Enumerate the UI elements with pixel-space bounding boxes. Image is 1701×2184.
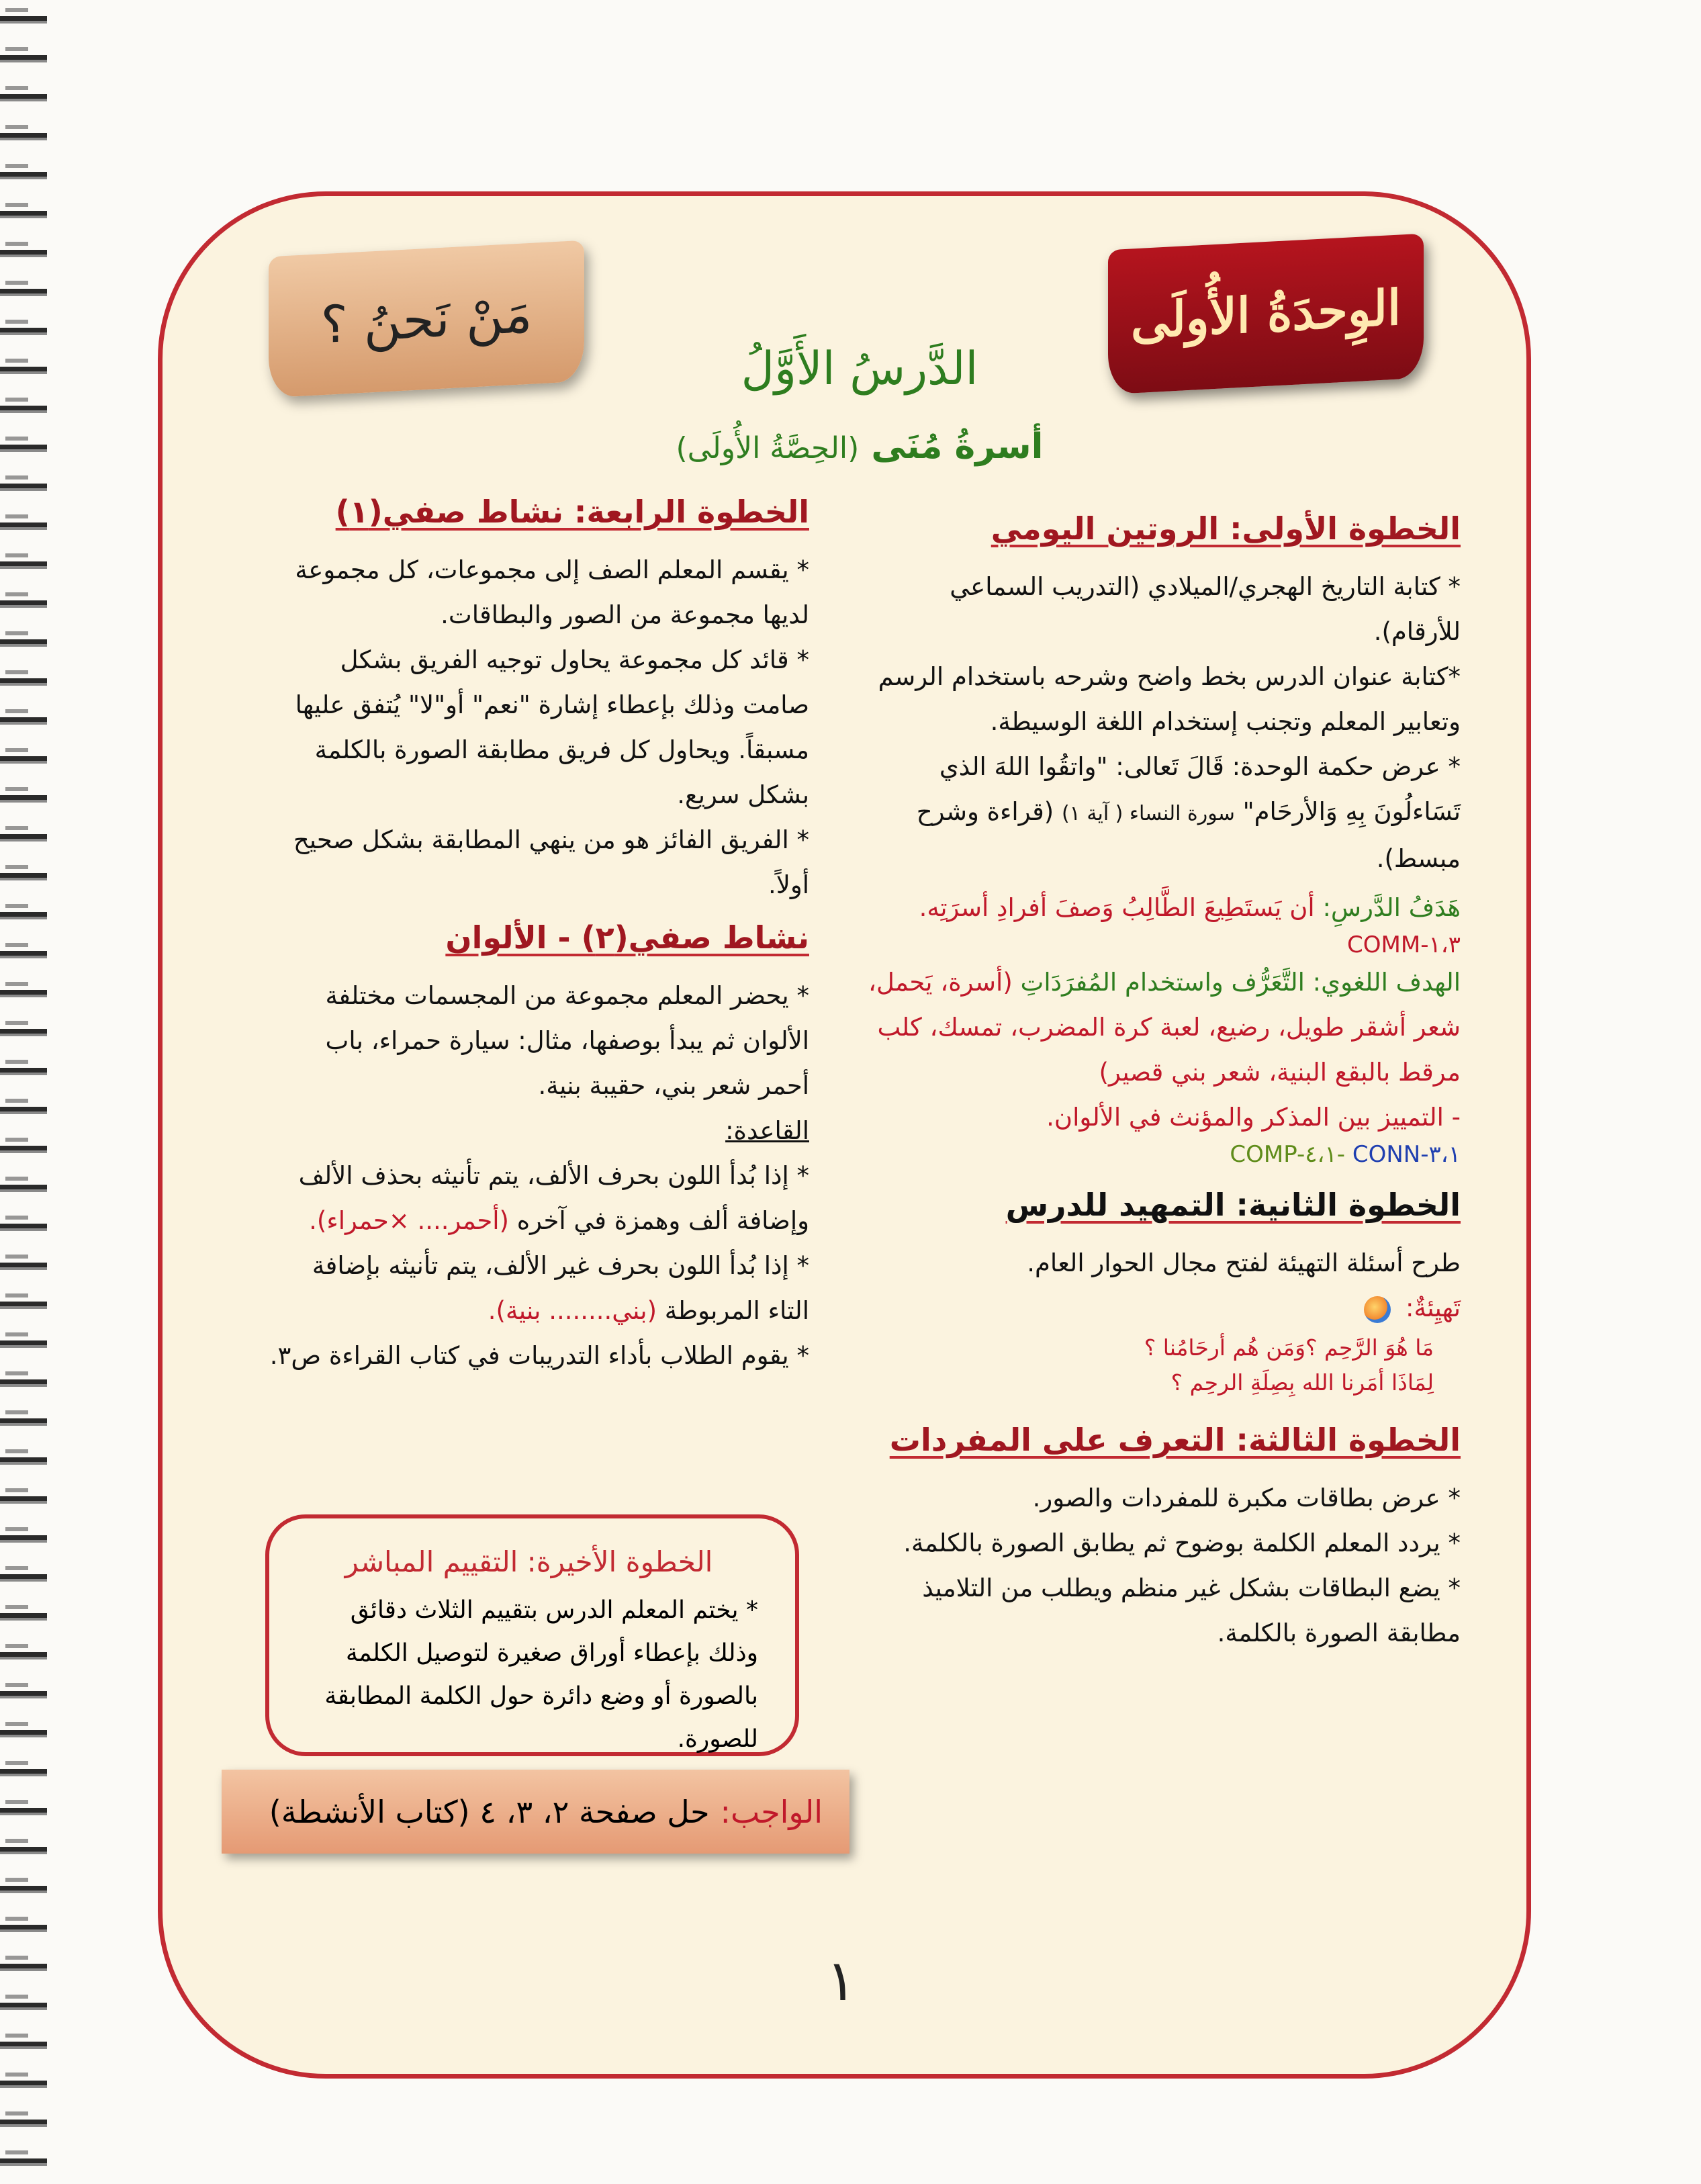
step4-heading [269, 494, 809, 530]
activity2-p1: * يحضر المعلم مجموعة من المجسمات مختلفة الألوان ثم يبدأ بوصفها، مثال: سيارة حمراء، باب أحمر شعر بني، حقيبة بنية. [325, 981, 809, 1100]
step3-title: الخطوة الثالثة: التعرف على المفردات [889, 1422, 1461, 1458]
code-comp: COMP-٤،١- [1230, 1141, 1346, 1168]
goal-text: أن يَستَطِيعَ الطَّالِبُ وَصفَ أفرادِ أسرَتِه. [919, 893, 1315, 922]
homework-banner [222, 1770, 849, 1854]
step2-questions [863, 1330, 1461, 1400]
step3-heading [863, 1422, 1461, 1458]
unit-banner [1108, 234, 1424, 395]
lesson-goal [863, 885, 1461, 930]
step1-p3-a: * عرض حكمة الوحدة: قَالَ تَعالى: "واتقُوا اللهَ الذي تَسَاءلُونَ بِهِ وَالأرحَام" [939, 752, 1461, 826]
goal-codes-2 [863, 1140, 1461, 1169]
right-column [863, 510, 1461, 1655]
code-conn: CONN-٣،١ [1352, 1141, 1461, 1168]
lang-text-green: التَّعَرُّف واستخدام المُفرَدَاتِ [1020, 968, 1305, 997]
rule-2 [269, 1243, 809, 1333]
step1-p1: * كتابة التاريخ الهجري/الميلادي (التدريب السماعي للأرقام). [950, 572, 1461, 646]
step2-label: تَهيِئةٌ: [1406, 1293, 1461, 1322]
final-step-box [265, 1514, 799, 1756]
spiral-binding [0, 0, 47, 2184]
lesson-subtitle-text: أسرةُ مُنَى [871, 426, 1044, 467]
step4-p2: * قائد كل مجموعة يحاول توجيه الفريق بشكل صامت وذلك بإعطاء إشارة "نعم" أو"لا" يُتفق عليها مسبقاً. ويحاول كل فريق مطابقة الصورة بالكلمة بشكل سريع. [295, 645, 809, 809]
distinguish-text: - التمييز بين المذكر والمؤنث في الألوان. [1046, 1103, 1461, 1132]
step2-heading [863, 1187, 1461, 1223]
rule-2-example: (بني........ بنية). [488, 1296, 657, 1325]
question-2: لِمَاذَا أمَرنا الله بِصِلَةِ الرحِم ؟ [1170, 1369, 1434, 1396]
lesson-subtitle [604, 426, 1115, 467]
step3-p3: * يضع البطاقات بشكل غير منظم ويطلب من التلاميذ مطابقة الصورة بالكلمة. [922, 1574, 1461, 1647]
step1-heading [863, 510, 1461, 547]
step2-p1: طرح أسئلة التهيئة لفتح مجال الحوار العام. [1027, 1248, 1461, 1277]
lesson-period: (الحِصَّةُ الأُولَى) [676, 431, 860, 465]
lesson-title: الدَّرسُ الأَوَّلُ [741, 343, 978, 396]
discussion-icon [1364, 1296, 1391, 1323]
rule-1-example: (أحمر.... ×حمراء). [309, 1206, 509, 1235]
activity2-last: * يقوم الطلاب بأداء التدريبات في كتاب القراءة ص٣. [269, 1341, 809, 1370]
rule-1-text: * إذا بُدأ اللون بحرف الألف، يتم تأنيثه بحذف الألف وإضافة ألف وهمزة في آخره [298, 1161, 809, 1235]
goal-label: هَدَفُ الدَّرسِ: [1322, 893, 1461, 922]
step3-p1: * عرض بطاقات مكبرة للمفردات والصور. [1032, 1484, 1461, 1512]
final-step-p1: * يختم المعلم الدرس بتقييم الثلاث دقائق وذلك بإعطاء أوراق صغيرة لتوصيل الكلمة بالصورة أو وضع دائرة حول الكلمة المطابقة للصورة. [324, 1596, 758, 1753]
rule-label: القاعدة: [725, 1116, 809, 1145]
homework-label: الواجب: [720, 1793, 823, 1830]
activity2-heading [269, 919, 809, 956]
step1-p3-ref: سورة النساء ( آية ١) [1062, 802, 1235, 825]
topic-banner-text: مَنْ نَحنُ ؟ [320, 283, 533, 355]
step4-title: الخطوة الرابعة: نشاط صفي(١) [335, 494, 809, 530]
goal-code: COMM-١،٣ [1347, 931, 1461, 958]
step3-p2: * يردد المعلم الكلمة بوضوح ثم يطابق الصورة بالكلمة. [903, 1529, 1461, 1557]
lang-label: الهدف اللغوي: [1312, 968, 1461, 997]
step1-p3-b: (قراءة وشرح مبسط). [916, 797, 1461, 873]
step4-p3: * الفريق الفائز هو من ينهي المطابقة بشكل صحيح أولاً. [293, 825, 809, 899]
step2-title: الخطوة الثانية: التمهيد للدرس [1005, 1187, 1461, 1223]
step1-p2: *كتابة عنوان الدرس بخط واضح وشرحه باستخدام الرسم وتعابير المعلم وتجنب إستخدام اللغة الوسيطة. [878, 662, 1461, 736]
step1-p3 [863, 744, 1461, 881]
step4-p1: * يقسم المعلم الصف إلى مجموعات، كل مجموعة لديها مجموعة من الصور والبطاقات. [295, 555, 809, 629]
unit-banner-text: الوِحدَةُ الأُولَى [1130, 278, 1401, 350]
left-column [269, 494, 809, 1378]
step2-label-line [863, 1285, 1461, 1330]
rule-1 [269, 1153, 809, 1243]
homework-text: حل صفحة ٢، ٣، ٤ (كتاب الأنشطة) [269, 1793, 710, 1830]
language-goal [863, 960, 1461, 1095]
final-step-title: الخطوة الأخيرة: التقييم المباشر [344, 1545, 713, 1578]
activity2-title: نشاط صفي(٢) - الألوان [445, 919, 809, 956]
lang-text-red: (أسرة، يَحمل، شعر أشقر طويل، رضيع، لعبة كرة المضرب، تمسك، كلب مرقط بالبقع البنية، شعر بني قصير) [868, 968, 1461, 1087]
question-1: مَا هُوَ الرَّحِم ؟وَمَن هُم أرحَامُنا ؟ [1144, 1334, 1434, 1361]
topic-banner [269, 240, 584, 398]
page-number: ١ [826, 1948, 857, 2013]
step1-title: الخطوة الأولى: الروتين اليومي [991, 510, 1461, 547]
rule-2-text: * إذا بُدأ اللون بحرف غير الألف، يتم تأنيثه بإضافة التاء المربوطة [312, 1251, 809, 1325]
